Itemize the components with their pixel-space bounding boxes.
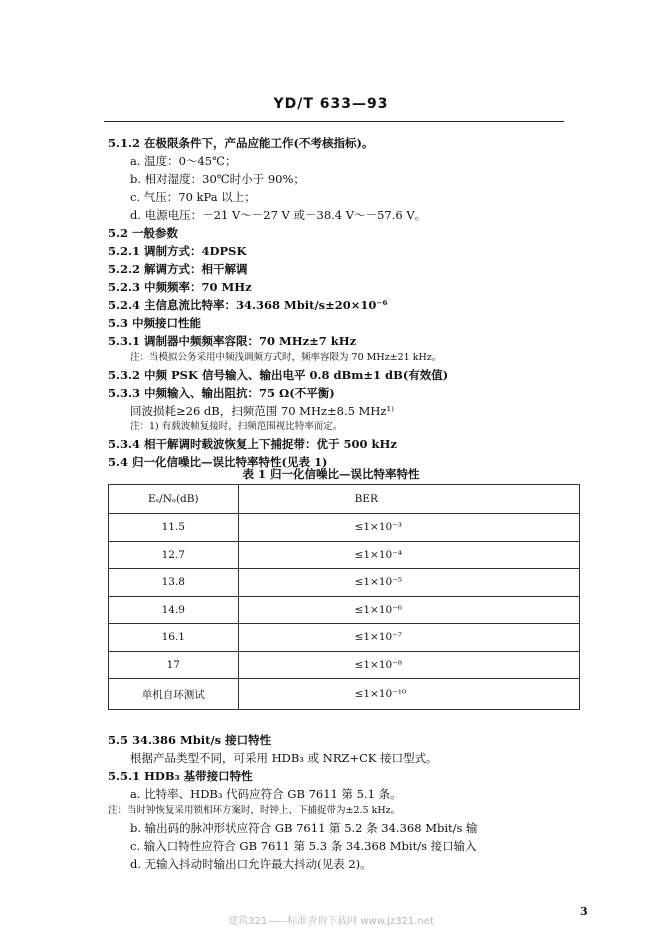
clause-5-3-3: 5.3.3 中频输入、输出阻抗：75 Ω(不平衡) xyxy=(108,386,335,400)
header-rule xyxy=(104,121,564,122)
hdb3-item-a: a. 比特率、HDB₃ 代码应符合 GB 7611 第 5.1 条。 xyxy=(130,787,402,801)
snr-cell: 16.1 xyxy=(109,624,239,652)
snr-cell: 11.5 xyxy=(109,514,239,542)
table-row xyxy=(109,541,580,569)
table-row xyxy=(109,569,580,597)
table-row xyxy=(109,596,580,624)
clause-5-2-2: 5.2.2 解调方式：相干解调 xyxy=(108,262,248,276)
clause-5-2: 5.2 一般参数 xyxy=(108,226,179,240)
snr-cell: 17 xyxy=(109,651,239,679)
snr-cell: 14.9 xyxy=(109,596,239,624)
interface-type-line: 根据产品类型不同，可采用 HDB₃ 或 NRZ+CK 接口型式。 xyxy=(130,751,438,765)
page-number: 3 xyxy=(580,905,588,918)
clause-5-5: 5.5 34.386 Mbit/s 接口特性 xyxy=(108,733,272,747)
ber-cell: ≤1×10⁻⁸ xyxy=(238,651,579,679)
clause-5-3: 5.3 中频接口性能 xyxy=(108,316,202,330)
snr-cell: 13.8 xyxy=(109,569,239,597)
hdb3-item-d: d. 无输入抖动时输出口允许最大抖动(见表 2)。 xyxy=(130,857,372,871)
clause-5-5-1: 5.5.1 HDB₃ 基带接口特性 xyxy=(108,769,253,783)
clause-5-2-1: 5.2.1 调制方式：4DPSK xyxy=(108,244,247,258)
ber-cell: ≤1×10⁻¹⁰ xyxy=(238,679,579,710)
return-loss-line: 回波损耗≥26 dB，扫频范围 70 MHz±8.5 MHz¹⁾ xyxy=(130,404,394,418)
note-sweep-range: 注：1) 有载波帧复接时，扫频范围视比特率而定。 xyxy=(130,421,343,432)
clause-5-3-4: 5.3.4 相干解调时载波恢复上下捕捉带：优于 500 kHz xyxy=(108,437,397,451)
snr-cell: 单机自环测试 xyxy=(109,679,239,710)
standard-code-header: YD/T 633—93 xyxy=(273,96,389,112)
table-row xyxy=(109,514,580,542)
clause-item-b: b. 相对湿度：30℃时小于 90%； xyxy=(130,172,305,186)
ber-cell: ≤1×10⁻³ xyxy=(238,514,579,542)
clause-5-3-2: 5.3.2 中频 PSK 信号输入、输出电平 0.8 dBm±1 dB(有效值) xyxy=(108,368,449,382)
hdb3-item-c: c. 输入口特性应符合 GB 7611 第 5.3 条 34.368 Mbit/s 接口输入 xyxy=(130,839,477,853)
ber-cell: ≤1×10⁻⁵ xyxy=(238,569,579,597)
clause-5-1-2: 5.1.2 在极限条件下，产品应能工作(不考核指标)。 xyxy=(108,136,374,150)
note-clock-recovery: 注：当时钟恢复采用锁相环方案时，时钟上、下捕捉带为±2.5 kHz。 xyxy=(108,805,401,816)
clause-5-2-3: 5.2.3 中频频率：70 MHz xyxy=(108,280,252,294)
clause-5-2-4: 5.2.4 主信息流比特率：34.368 Mbit/s±20×10⁻⁶ xyxy=(108,298,388,312)
table-1-caption: 表 1 归一化信噪比—误比特率特性 xyxy=(242,467,420,481)
ber-cell: ≤1×10⁻⁷ xyxy=(238,624,579,652)
watermark-text: 建筑321——标准查询下载网 www.jz321.net xyxy=(228,916,434,927)
col-header-snr: Eₛ/Nₒ(dB) xyxy=(109,485,239,514)
clause-5-4: 5.4 归一化信噪比—误比特率特性(见表 1) xyxy=(108,455,328,469)
clause-item-a: a. 温度：0～45℃； xyxy=(130,154,237,168)
hdb3-item-b: b. 输出码的脉冲形状应符合 GB 7611 第 5.2 条 34.368 Mbit/s 输 xyxy=(130,821,478,835)
clause-item-d: d. 电源电压：－21 V～－27 V 或－38.4 V～－57.6 V。 xyxy=(130,208,427,222)
note-frequency-tolerance: 注：当模拟公务采用中频浅调频方式时，频率容限为 70 MHz±21 kHz。 xyxy=(130,352,442,363)
snr-cell: 12.7 xyxy=(109,541,239,569)
table-header-row xyxy=(109,485,580,514)
table-row xyxy=(109,679,580,710)
col-header-ber: BER xyxy=(238,485,579,514)
clause-item-c: c. 气压：70 kPa 以上； xyxy=(130,190,256,204)
clause-5-3-1: 5.3.1 调制器中频频率容限：70 MHz±7 kHz xyxy=(108,334,357,348)
table-row xyxy=(109,651,580,679)
ber-cell: ≤1×10⁻⁴ xyxy=(238,541,579,569)
ber-cell: ≤1×10⁻⁶ xyxy=(238,596,579,624)
ber-table xyxy=(108,484,580,710)
table-row xyxy=(109,624,580,652)
